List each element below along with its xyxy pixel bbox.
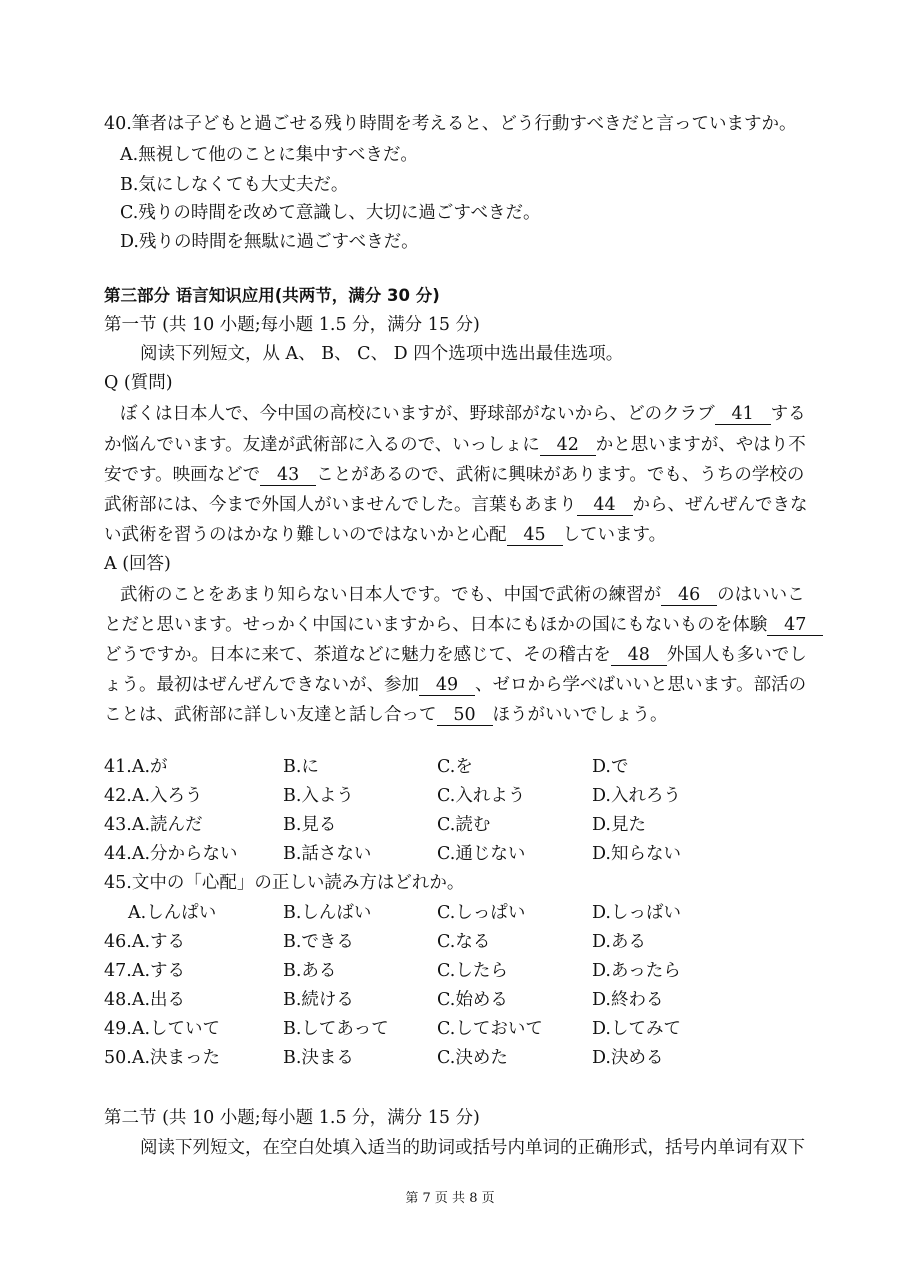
blank-49: 49 bbox=[419, 675, 475, 696]
choice-row-46: 46.A.する B.できる C.なる D.ある bbox=[104, 932, 646, 952]
choice-row-48: 48.A.出る B.続ける C.始める D.終わる bbox=[104, 990, 664, 1010]
q-label: Q (質問) bbox=[104, 373, 173, 393]
q40-option-b: B.気にしなくても大丈夫だ。 bbox=[120, 175, 349, 195]
choice-row-43: 43.A.読んだ B.見る C.読む D.見た bbox=[104, 815, 646, 835]
section1-instruction: 阅读下列短文，从 A、 B、 C、 D 四个选项中选出最佳选项。 bbox=[140, 344, 624, 364]
passage-q-line-2: か悩んでいます。友達が武術部に入るので、いっしょに 42 かと思いますが、やはり不 bbox=[104, 435, 806, 455]
section1-title: 第一节 (共 10 小题;每小题 1.5 分，满分 15 分) bbox=[104, 315, 480, 335]
passage-a-line-2: とだと思います。せっかく中国にいますから、日本にもほかの国にもないものを体験 47 bbox=[104, 613, 823, 637]
passage-q-line-3: 安です。映画などで 43 ことがあるので、武術に興味があります。でも、うちの学校の bbox=[104, 465, 805, 485]
blank-47: 47 bbox=[767, 615, 823, 636]
blank-44: 44 bbox=[577, 495, 633, 516]
choice-row-44: 44.A.分からない B.話さない C.通じない D.知らない bbox=[104, 844, 681, 864]
blank-50: 50 bbox=[437, 705, 493, 726]
section2-instruction: 阅读下列短文，在空白处填入适当的助词或括号内单词的正确形式，括号内单词有双下 bbox=[140, 1138, 805, 1158]
passage-a-line-4: ょう。最初はぜんぜんできないが、参加 49 、ゼロから学べばいいと思います。部活の bbox=[104, 675, 807, 695]
choice-row-42: 42.A.入ろう B.入よう C.入れよう D.入れろう bbox=[104, 786, 681, 806]
blank-45: 45 bbox=[507, 525, 563, 546]
question-45: 45.文中の「心配」の正しい読み方はどれか。 bbox=[104, 873, 465, 893]
blank-46: 46 bbox=[661, 585, 717, 606]
passage-a-line-5: ことは、武術部に詳しい友達と話し合って 50 ほうがいいでしょう。 bbox=[104, 705, 668, 725]
passage-a-line-3: どうですか。日本に来て、茶道などに魅力を感じて、その稽古を 48 外国人も多いでし bbox=[104, 645, 807, 665]
question-40: 40.筆者は子どもと過ごせる残り時間を考えると、どう行動すべきだと言っていますか。 bbox=[104, 114, 797, 134]
passage-a-line-1: 武術のことをあまり知らない日本人です。でも、中国で武術の練習が 46 のはいいこ bbox=[120, 585, 805, 605]
choice-row-47: 47.A.する B.ある C.したら D.あったら bbox=[104, 961, 681, 981]
choice-row-45: A.しんぱい B.しんばい C.しっぱい D.しっばい bbox=[128, 903, 681, 923]
page-footer: 第 7 页 共 8 页 bbox=[405, 1191, 495, 1206]
choice-row-41: 41.A.が B.に C.を D.で bbox=[104, 757, 629, 777]
choice-row-49: 49.A.していて B.してあって C.しておいて D.してみて bbox=[104, 1019, 681, 1039]
passage-q-line-4: 武術部には、今まで外国人がいませんでした。言葉もあまり 44 から、ぜんぜんできな bbox=[104, 495, 808, 515]
passage-q-line-1: ぼくは日本人で、今中国の高校にいますが、野球部がないから、どのクラブ 41 する bbox=[120, 404, 806, 424]
section2-title: 第二节 (共 10 小题;每小题 1.5 分，满分 15 分) bbox=[104, 1108, 480, 1128]
blank-43: 43 bbox=[260, 465, 316, 486]
choice-row-50: 50.A.決まった B.決まる C.決めた D.決める bbox=[104, 1048, 664, 1068]
blank-48: 48 bbox=[611, 645, 667, 666]
q40-option-c: C.残りの時間を改めて意識し、大切に過ごすべきだ。 bbox=[120, 203, 541, 223]
blank-42: 42 bbox=[540, 435, 596, 456]
a-label: A (回答) bbox=[104, 554, 171, 574]
passage-q-line-5: い武術を習うのはかなり難しいのではないかと心配 45 しています。 bbox=[104, 525, 667, 545]
q40-option-a: A.無視して他のことに集中すべきだ。 bbox=[120, 145, 418, 165]
blank-41: 41 bbox=[715, 404, 771, 425]
q40-option-d: D.残りの時間を無駄に過ごすべきだ。 bbox=[120, 232, 419, 252]
part3-title: 第三部分 语言知识应用(共两节，满分 30 分) bbox=[104, 286, 440, 305]
